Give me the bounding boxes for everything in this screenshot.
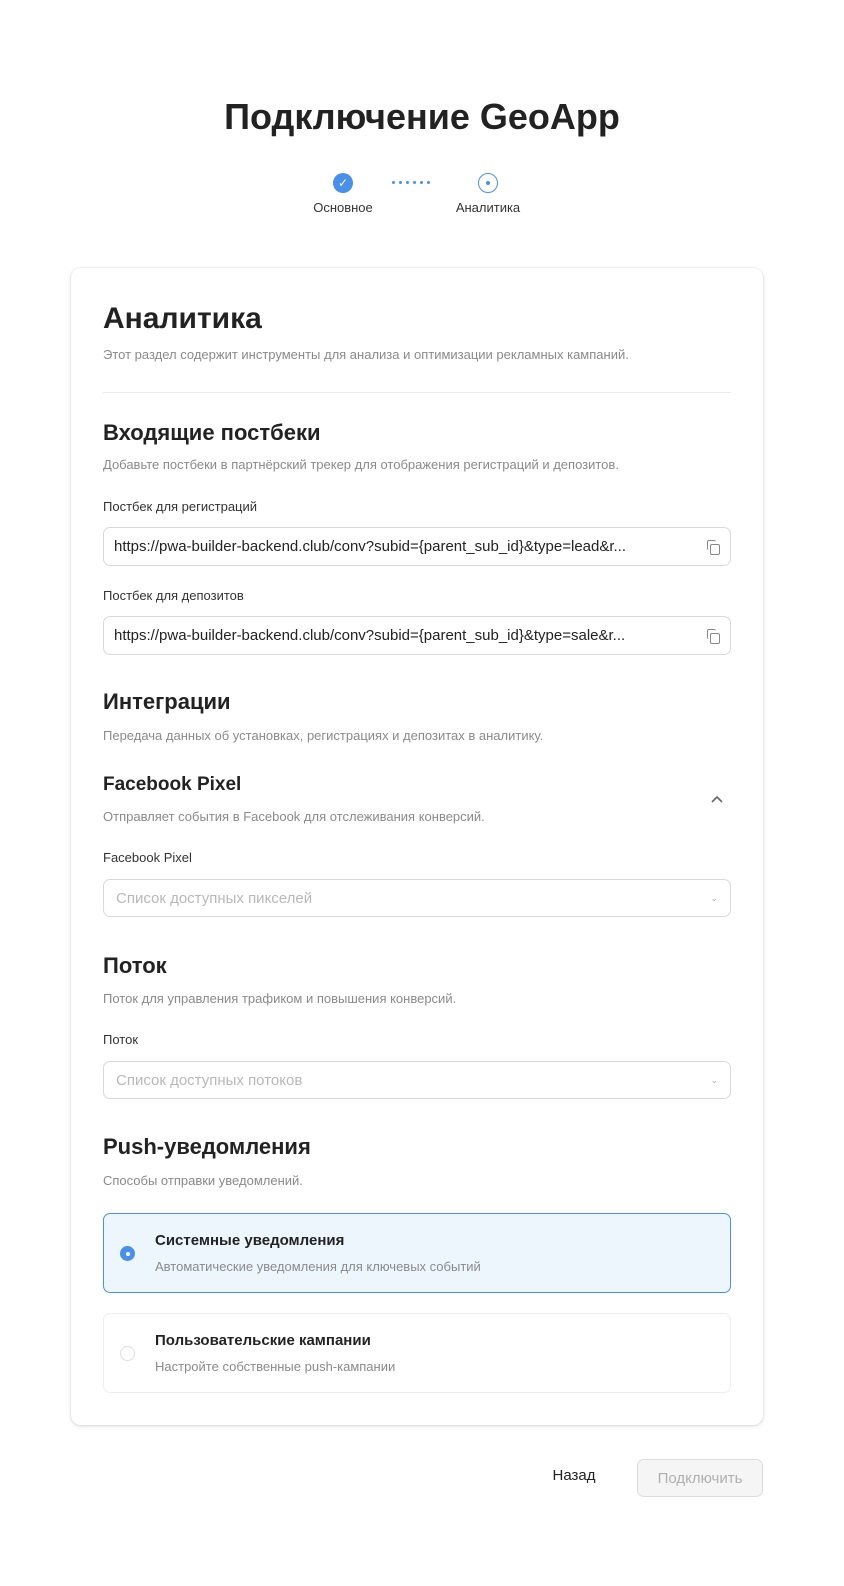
copy-icon[interactable] <box>706 629 720 643</box>
divider <box>103 392 731 393</box>
registration-postback-value: https://pwa-builder-backend.club/conv?subid={parent_sub_id}&type=lead&r... <box>114 538 627 555</box>
option-title: Системные уведомления <box>155 1232 345 1249</box>
step-current-icon <box>478 173 498 193</box>
facebook-pixel-title: Facebook Pixel <box>103 774 242 795</box>
option-title: Пользовательские кампании <box>155 1332 371 1349</box>
option-description: Настройте собственные push-кампании <box>155 1359 396 1374</box>
chevron-up-icon[interactable] <box>710 792 724 806</box>
step-label-analytics[interactable]: Аналитика <box>455 200 521 215</box>
facebook-pixel-label: Facebook Pixel <box>103 850 192 865</box>
back-button[interactable]: Назад <box>552 1467 596 1484</box>
integrations-description: Передача данных об установках, регистрациях и депозитах в аналитику. <box>103 728 544 743</box>
facebook-pixel-select[interactable] <box>103 879 731 917</box>
deposit-postback-value: https://pwa-builder-backend.club/conv?subid={parent_sub_id}&type=sale&r... <box>114 627 626 644</box>
registration-postback-label: Постбек для регистраций <box>103 499 258 514</box>
step-connector <box>392 181 430 184</box>
option-description: Автоматические уведомления для ключевых событий <box>155 1259 481 1274</box>
deposit-postback-label: Постбек для депозитов <box>103 588 244 603</box>
flow-label: Поток <box>103 1032 139 1047</box>
section-description: Этот раздел содержит инструменты для анализа и оптимизации рекламных кампаний. <box>103 347 629 362</box>
connect-button[interactable]: Подключить <box>637 1459 763 1497</box>
flow-description: Поток для управления трафиком и повышения конверсий. <box>103 991 457 1006</box>
chevron-down-icon: ⌄ <box>710 892 718 903</box>
page-title: Подключение GeoApp <box>224 96 620 137</box>
facebook-pixel-placeholder: Список доступных пикселей <box>116 889 313 907</box>
postbacks-description: Добавьте постбеки в партнёрский трекер для отображения регистраций и депозитов. <box>103 457 619 472</box>
push-option-custom[interactable] <box>103 1313 731 1393</box>
facebook-pixel-description: Отправляет события в Facebook для отслеживания конверсий. <box>103 809 485 824</box>
push-title: Push-уведомления <box>103 1134 311 1159</box>
push-option-system[interactable] <box>103 1213 731 1293</box>
integrations-title: Интеграции <box>103 689 231 714</box>
radio-selected[interactable] <box>120 1246 135 1261</box>
flow-select[interactable] <box>103 1061 731 1099</box>
step-done-check-icon: ✓ <box>333 173 353 193</box>
step-label-basic[interactable]: Основное <box>313 200 373 215</box>
registration-postback-field[interactable] <box>103 527 731 566</box>
radio-unselected[interactable] <box>120 1346 135 1361</box>
chevron-down-icon: ⌄ <box>710 1074 718 1085</box>
copy-icon[interactable] <box>706 540 720 554</box>
flow-title: Поток <box>103 953 167 978</box>
postbacks-title: Входящие постбеки <box>103 420 321 445</box>
deposit-postback-field[interactable] <box>103 616 731 655</box>
flow-placeholder: Список доступных потоков <box>116 1071 303 1089</box>
push-description: Способы отправки уведомлений. <box>103 1173 303 1188</box>
section-title: Аналитика <box>103 302 262 335</box>
